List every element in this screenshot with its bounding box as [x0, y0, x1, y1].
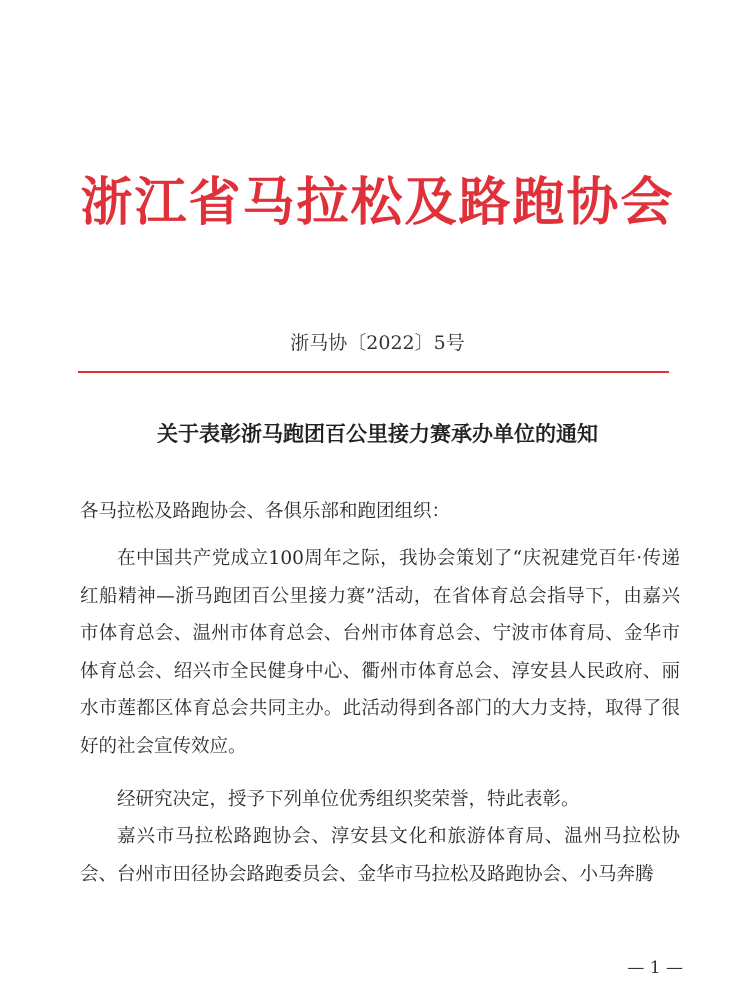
body-paragraph-2: 经研究决定，授予下列单位优秀组织奖荣誉，特此表彰。 [117, 789, 580, 810]
page-number: — 1 — [627, 958, 683, 978]
body-paragraph-3: 嘉兴市马拉松路跑协会、淳安县文化和旅游体育局、温州马拉松协会、台州市田径协会路跑委员会、金华市马拉松及路跑协会、小马奔腾 [80, 826, 680, 885]
body-paragraph-1: 在中国共产党成立100周年之际，我协会策划了“庆祝建党百年·传递红船精神—浙马跑团百公里接力赛”活动，在省体育总会指导下，由嘉兴市体育总会、温州市体育总会、台州市体育总会、宁波市体育局、金华市体育总会、绍兴市全民健身中心、衢州市体育总会、淳安县人民政府、丽水市莲都区体育总会共同主办。此活动得到各部门的大力支持，取得了很好的社会宣传效应。 [80, 548, 680, 757]
red-divider-line [78, 371, 669, 373]
salutation: 各马拉松及路跑协会、各俱乐部和跑团组织： [80, 501, 451, 522]
document-title: 关于表彰浙马跑团百公里接力赛承办单位的通知 [157, 421, 598, 446]
organization-letterhead: 浙江省马拉松及路跑协会 [80, 172, 675, 233]
document-number: 浙马协〔2022〕5号 [290, 332, 465, 354]
